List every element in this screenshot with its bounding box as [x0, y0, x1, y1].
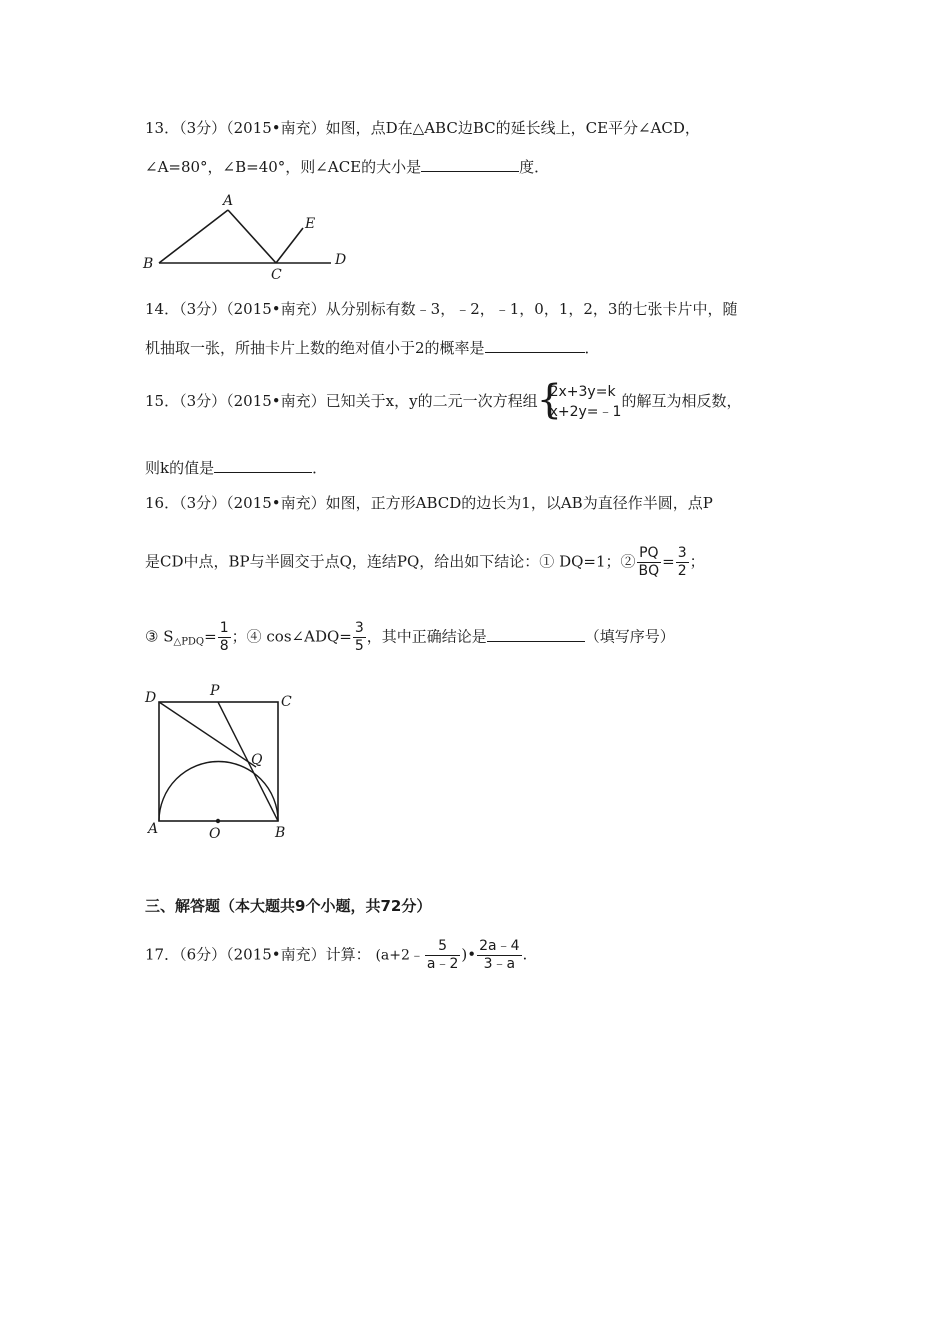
q13-answer-blank[interactable]: [421, 155, 519, 172]
segment-dq: [159, 702, 256, 767]
label-o: O: [209, 826, 221, 842]
q16-hint: （填写序号）: [584, 627, 675, 646]
q13-line1: 13．（3分）（2015•南充）如图，点D在△ABC边BC的延长线上，CE平分∠ACD，: [145, 119, 700, 137]
q14-answer-blank[interactable]: [485, 336, 585, 353]
q13-line2: [145, 155, 549, 178]
q16-line1: 16．（3分）（2015•南充）如图，正方形ABCD的边长为1，以AB为直径作半圆，点P: [145, 494, 713, 512]
q16-line2: [145, 545, 705, 580]
label-p: P: [210, 683, 220, 699]
label-e: E: [305, 216, 316, 232]
section-heading: 三、解答题（本大题共9个小题，共72分）: [145, 897, 432, 915]
semicolon: ；: [689, 552, 705, 571]
q16-line3: [145, 620, 675, 655]
q16-question: ，其中正确结论是: [366, 627, 487, 646]
brace-icon: {: [536, 377, 563, 423]
label-a: A: [223, 193, 234, 209]
q17-frac2: $\frac{2a﹣4}{3﹣a}$: [479, 938, 520, 972]
label-q: Q: [251, 752, 263, 768]
q16-figure: [140, 680, 310, 845]
q17-stem: 17．（6分）（2015•南充）计算：: [145, 945, 371, 964]
segment-ce: [276, 228, 303, 263]
q16-stem2: 是CD中点，BP与半圆交于点Q，连结PQ，给出如下结论：① DQ=1；②: [145, 552, 636, 571]
label-b: B: [275, 825, 286, 841]
label-d: D: [335, 252, 347, 268]
label-c: C: [281, 694, 292, 710]
q16-conclusion3: ③ S: [145, 627, 174, 646]
q15-answer-blank[interactable]: [214, 456, 312, 473]
q14-line1: 14．（3分）（2015•南充）从分别标有数﹣3，﹣2，﹣1，0，1，2，3的七张卡片中，随: [145, 300, 738, 318]
q14-stem: 机抽取一张，所抽卡片上数的绝对值小于2的概率是: [145, 339, 485, 357]
q15-eq1: 2x+3y=k: [549, 384, 616, 400]
label-c: C: [271, 267, 282, 283]
q13-figure: [135, 188, 365, 283]
q15-end: ．: [312, 459, 328, 477]
q15-line1: [145, 377, 742, 423]
q17-close: ): [461, 945, 468, 964]
q16-frac-3-2: $\frac{3}{2}$: [677, 545, 687, 579]
q17-end: .: [522, 945, 528, 964]
q15-equation-system: [536, 377, 622, 423]
q16-frac-1-8: $\frac{1}{8}$: [219, 620, 229, 654]
q15-line2: [145, 456, 327, 479]
q16-frac-pq-bq: $\frac{PQ}{BQ}$: [638, 545, 660, 579]
q16-answer-blank[interactable]: [487, 625, 585, 642]
q14-end: ．: [584, 339, 600, 357]
q16-frac-3-5: $\frac{3}{5}$: [354, 620, 364, 654]
semicircle: [159, 762, 278, 822]
equals-sign: =: [204, 627, 217, 646]
label-b: B: [143, 256, 154, 272]
label-a: A: [148, 821, 159, 837]
segment-ac: [228, 210, 276, 263]
center-dot-icon: [216, 819, 220, 823]
equals-sign: =: [662, 552, 675, 571]
q17-open: (a+2﹣: [375, 947, 424, 964]
q14-line2: [145, 336, 600, 359]
q15-stem: 15．（3分）（2015•南充）已知关于x，y的二元一次方程组: [145, 392, 538, 410]
q17-dot: •: [467, 945, 477, 964]
q16-subscript: △PDQ: [173, 636, 205, 648]
label-d: D: [145, 690, 157, 706]
q13-stem: ∠A=80°，∠B=40°，则∠ACE的大小是: [145, 158, 422, 176]
q15-stem2: 则k的值是: [145, 459, 215, 477]
q16-conclusion4: ；④ cos∠ADQ=: [231, 627, 352, 646]
segment-ab: [159, 210, 228, 263]
q15-eq2: x+2y=﹣1: [549, 404, 622, 420]
q17-frac1: $\frac{5}{a﹣2}$: [426, 938, 459, 972]
q13-unit: 度．: [519, 158, 550, 176]
q15-stem-tail: 的解互为相反数，: [621, 392, 742, 410]
q17-line: [145, 938, 527, 973]
